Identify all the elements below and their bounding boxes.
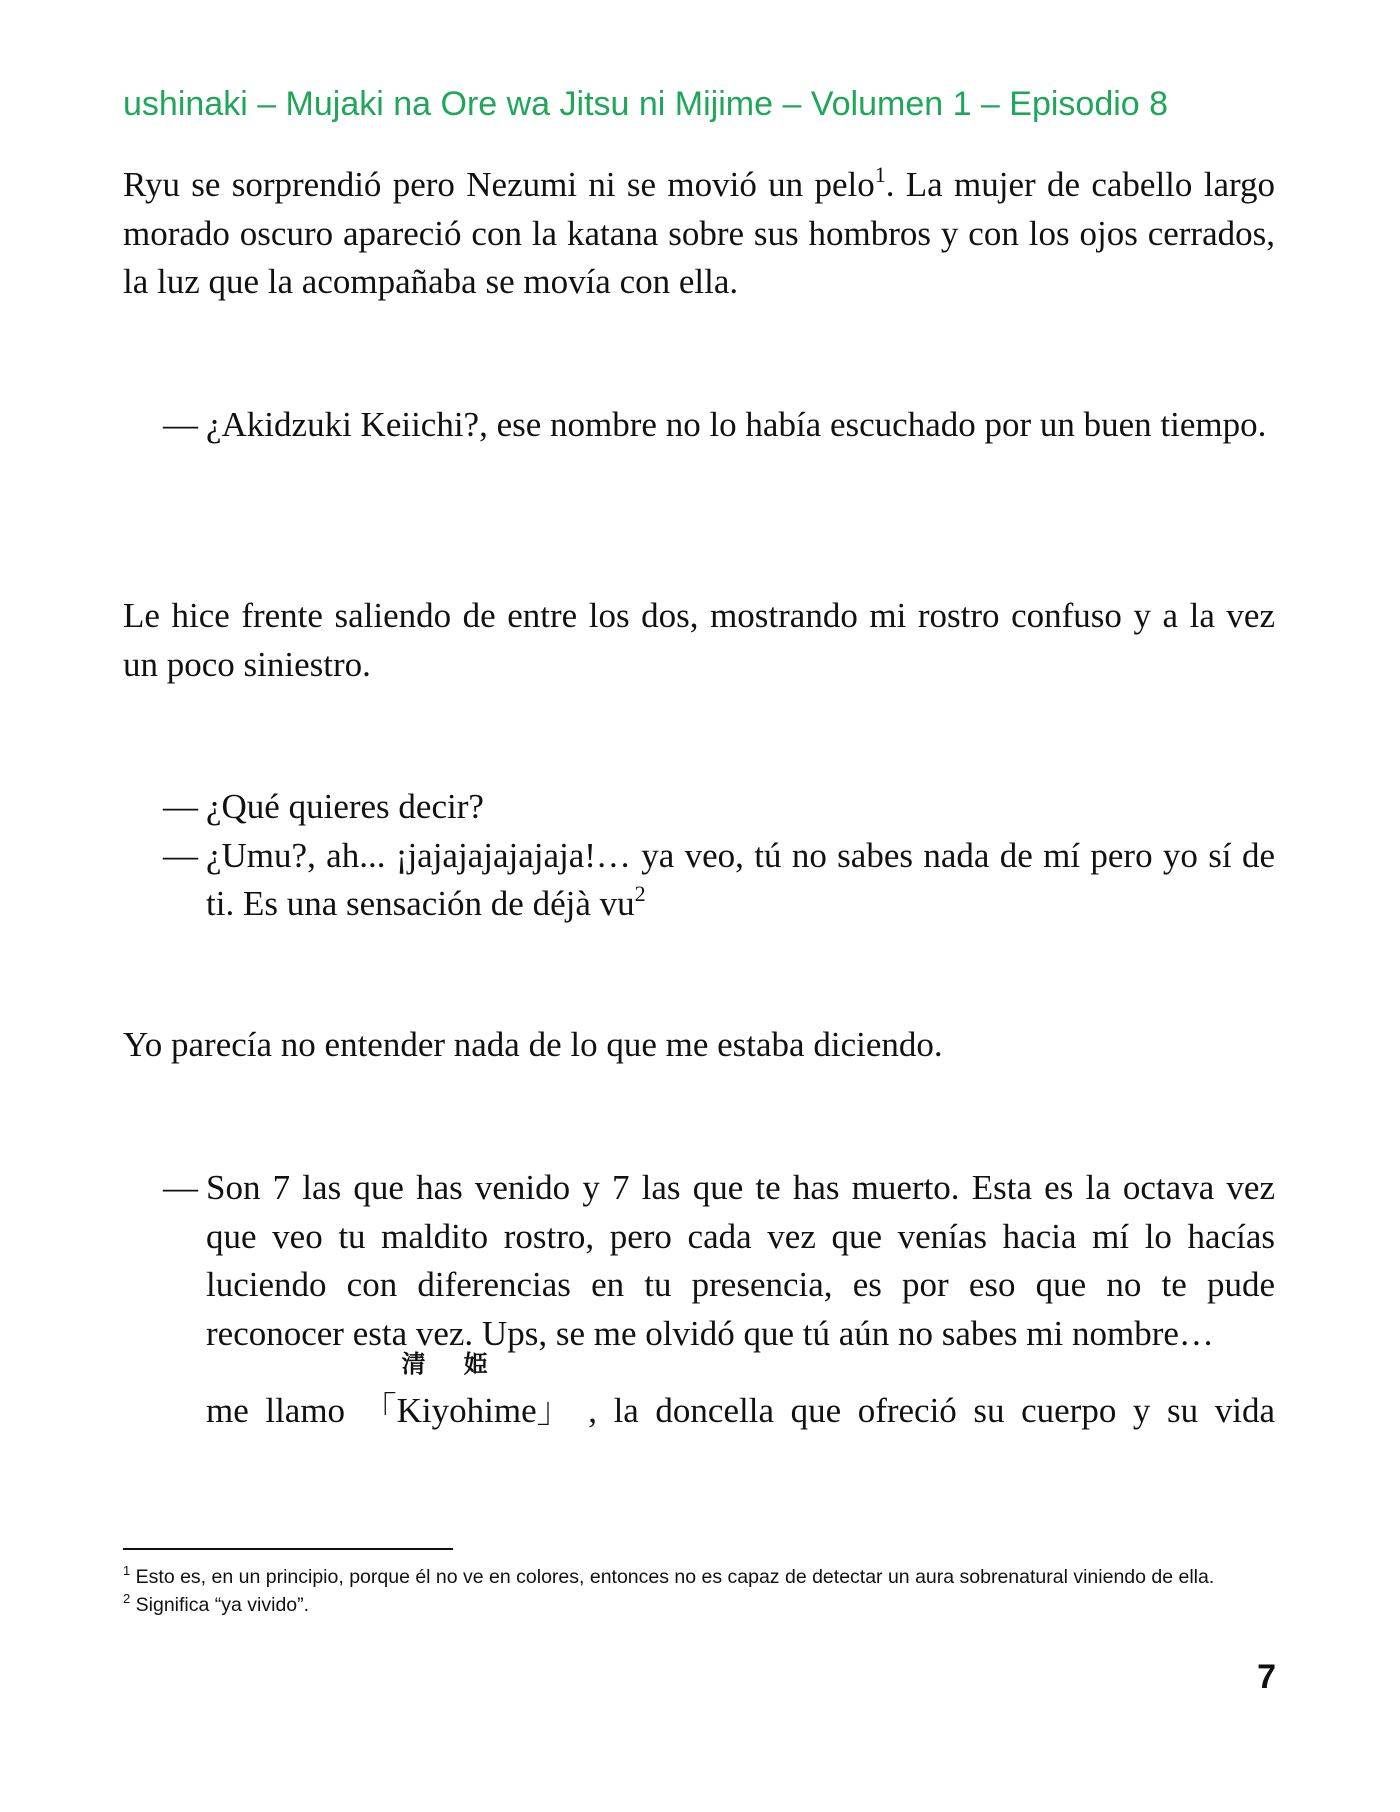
paragraph-3 — [123, 1021, 1275, 1070]
dialogue-dash: — — [163, 1168, 198, 1207]
dialogue-line-1 — [123, 401, 1275, 450]
footnote-2-ref: 2 — [123, 1591, 131, 1606]
dialogue-line-4 — [123, 1164, 1275, 1435]
dialogue-line-4-name-line — [206, 1350, 1275, 1435]
paragraph-1 — [123, 161, 1275, 307]
footnote-1-text: Esto es, en un principio, porque él no ve en colores, entonces no es capaz de detectar un aura sobrenatural viniendo de ella. — [130, 1566, 1215, 1588]
dialogue-2 — [123, 783, 1275, 929]
dialogue-dash: — — [163, 787, 198, 826]
footnote-2-text: Significa “ya vivido”. — [130, 1594, 310, 1616]
paragraph-1-text-rest: . La mujer de cabello largo morado oscuro apareció con la katana sobre sus hombros y con los ojos cerrados, la luz que la acompañaba se movía con ella. — [123, 165, 1276, 301]
dialogue-line-4-pre: me llamo — [206, 1391, 346, 1430]
header-title: ushinaki – Mujaki na Ore wa Jitsu ni Mijime – Volumen 1 – Episodio 8 — [123, 85, 1169, 123]
footnotes — [123, 1563, 1258, 1619]
footnote-ref-2: 2 — [634, 881, 646, 906]
dialogue-line-3-text: ¿Umu?, ah... ¡jajajajajajaja!… ya veo, tú no sabes nada de mí pero yo sí de ti. Es una sensación de déjà vu — [206, 835, 1275, 923]
dialogue-dash: — — [163, 835, 198, 875]
running-header — [123, 80, 1273, 128]
dialogue-1 — [123, 401, 1275, 450]
furigana: 清姫 — [401, 1350, 526, 1378]
character-name-text: 「Kiyohime」 — [361, 1391, 572, 1430]
dialogue-dash: — — [163, 405, 198, 444]
paragraph-1-text: Ryu se sorprendió pero Nezumi ni se movió un pelo — [123, 165, 875, 204]
dialogue-line-2-text: ¿Qué quieres decir? — [206, 787, 484, 826]
footnote-2 — [123, 1591, 1258, 1619]
paragraph-2 — [123, 592, 1275, 689]
footnote-separator — [123, 1548, 453, 1550]
dialogue-line-2 — [123, 783, 1275, 832]
dialogue-line-1-text: ¿Akidzuki Keiichi?, ese nombre no lo había escuchado por un buen tiempo. — [206, 405, 1267, 444]
character-name — [361, 1350, 572, 1436]
paragraph-3-text: Yo parecía no entender nada de lo que me estaba diciendo. — [123, 1025, 943, 1064]
footnote-ref-1: 1 — [874, 162, 886, 187]
dialogue-line-4-text: Son 7 las que has venido y 7 las que te has muerto. Esta es la octava vez que veo tu maldito rostro, pero cada vez que venías hacia mí lo hacías luciendo con diferencias en tu presencia, es por eso que no te pude reconocer esta vez. Ups, se me olvidó que tú aún no sabes mi nombre… — [206, 1168, 1275, 1353]
dialogue-line-4-post: , la doncella que ofreció su cuerpo y su vida — [588, 1391, 1275, 1430]
dialogue-3 — [123, 1164, 1275, 1435]
footnote-1 — [123, 1563, 1258, 1591]
footnote-1-ref: 1 — [123, 1563, 131, 1578]
paragraph-2-text: Le hice frente saliendo de entre los dos, mostrando mi rostro confuso y a la vez un poco siniestro. — [123, 596, 1275, 684]
dialogue-line-3 — [123, 832, 1275, 929]
page-number: 7 — [1257, 1658, 1276, 1696]
